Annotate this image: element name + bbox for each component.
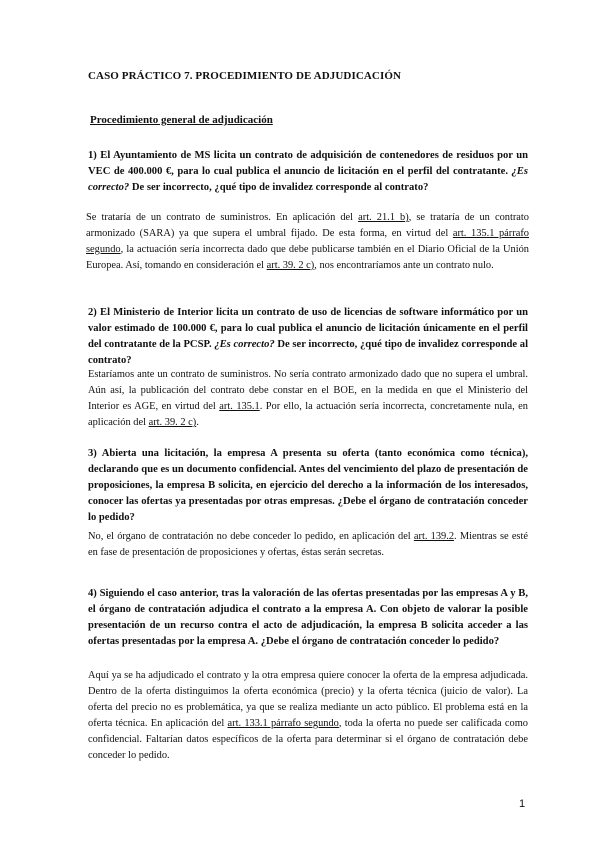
section-title: Procedimiento general de adjudicación bbox=[90, 114, 273, 126]
answer-text: , se trataría de un contrato armonizado (SARA) ya que supera el umbral fijado. De esta forma, en virtud del bbox=[86, 212, 530, 239]
page-number: 1 bbox=[519, 798, 526, 810]
answer-text: Estaríamos ante un contrato de suministros. No sería contrato armonizado dado que no supera el umbral. Aún así, la publicación del contrato debe constar en el BOE, en la medida en que el Ministerio del Interior es AGE, en virtud del bbox=[88, 369, 528, 412]
answer-text: Se trataría de un contrato de suministros. En aplicación del bbox=[86, 212, 359, 223]
question-number: 2) bbox=[88, 307, 97, 318]
answer-text: Aquí ya se ha adjudicado el contrato y la otra empresa quiere conocer la oferta de la empresa adjudicada. Dentro de la oferta distinguimos la oferta económica (precio) y la oferta técnica (juicio de valor). La oferta del precio no es problemática, ya que se realiza mediante un acto público. El problema está en la oferta técnica. En aplicación del bbox=[88, 670, 528, 729]
question-2 bbox=[88, 305, 528, 369]
question-text: El Ministerio de Interior licita un contrato de uso de licencias de software informático por un valor estimado de 100.000 €, para lo cual publica el anuncio de licitación únicamente en el perfil del contratante de la PCSP. bbox=[88, 307, 528, 350]
answer-text: . Por ello, la actuación sería incorrecta, concretamente nula, en aplicación del bbox=[88, 401, 528, 428]
question-number: 4) bbox=[88, 588, 97, 599]
law-reference: art. 135.1 bbox=[219, 401, 260, 412]
answer-2 bbox=[88, 367, 528, 431]
law-reference: art. 133.1 párrafo segundo bbox=[227, 718, 339, 729]
answer-text: , la actuación sería incorrecta dado que debe publicarse también en el Diario Oficial de la Unión Europea. Así, tomando en consideración el bbox=[86, 244, 529, 271]
question-emphasis: ¿Es correcto? bbox=[88, 166, 528, 193]
question-text-after: De ser incorrecto, ¿qué tipo de invalidez corresponde al contrato? bbox=[88, 339, 529, 366]
question-1 bbox=[88, 148, 528, 196]
question-4 bbox=[88, 586, 528, 650]
question-text: El Ayuntamiento de MS licita un contrato de adquisición de contenedores de residuos por un VEC de 400.000 €, para lo cual publica el anuncio de licitación en el perfil del contratante. bbox=[88, 150, 529, 177]
law-reference: art. 39. 2 c) bbox=[266, 260, 315, 271]
law-reference: art. 135.1 párrafo segundo bbox=[86, 228, 529, 255]
answer-3 bbox=[88, 529, 528, 561]
answer-text: No, el órgano de contratación no debe conceder lo pedido, en aplicación del bbox=[88, 531, 414, 542]
question-emphasis: ¿Es correcto? bbox=[214, 339, 275, 350]
answer-text: , nos encontraríamos ante un contrato nulo. bbox=[314, 260, 494, 271]
answer-text: . Mientras se esté en fase de presentación de proposiciones y ofertas, éstas serán secretas. bbox=[88, 531, 528, 558]
question-number: 1) bbox=[88, 150, 97, 161]
answer-1 bbox=[86, 210, 529, 274]
document-title: CASO PRÁCTICO 7. PROCEDIMIENTO DE ADJUDICACIÓN bbox=[88, 70, 402, 82]
answer-4 bbox=[88, 668, 528, 764]
law-reference: art. 39. 2 c) bbox=[148, 417, 197, 428]
question-text: Abierta una licitación, la empresa A presenta su oferta (tanto económica como técnica), declarando que es un documento confidencial. Antes del vencimiento del plazo de presentación de proposiciones, la empresa B solicita, en ejercicio del derecho a la información de los interesados, conocer las ofertas ya presentadas por otras empresas. ¿Debe el órgano de contratación conceder lo pedido? bbox=[88, 448, 528, 523]
question-text: Siguiendo el caso anterior, tras la valoración de las ofertas presentadas por las empresas A y B, el órgano de contratación adjudica el contrato a la empresa A. Con objeto de valorar la posible presentación de un recurso contra el acto de adjudicación, la empresa B solicita acceder a las ofertas presentadas por la empresa A. ¿Debe el órgano de contratación conceder lo pedido? bbox=[88, 588, 528, 647]
answer-text: . bbox=[196, 417, 199, 428]
question-3 bbox=[88, 446, 528, 526]
question-number: 3) bbox=[88, 448, 97, 459]
law-reference: art. 139.2 bbox=[413, 531, 455, 542]
law-reference: art. 21.1 b) bbox=[358, 212, 409, 223]
answer-text: , toda la oferta no puede ser calificada como confidencial. Faltarían datos específicos de la oferta para determinar si el órgano de contratación debe conceder lo pedido. bbox=[88, 718, 528, 761]
question-text-after: De ser incorrecto, ¿qué tipo de invalidez corresponde al contrato? bbox=[129, 182, 429, 193]
